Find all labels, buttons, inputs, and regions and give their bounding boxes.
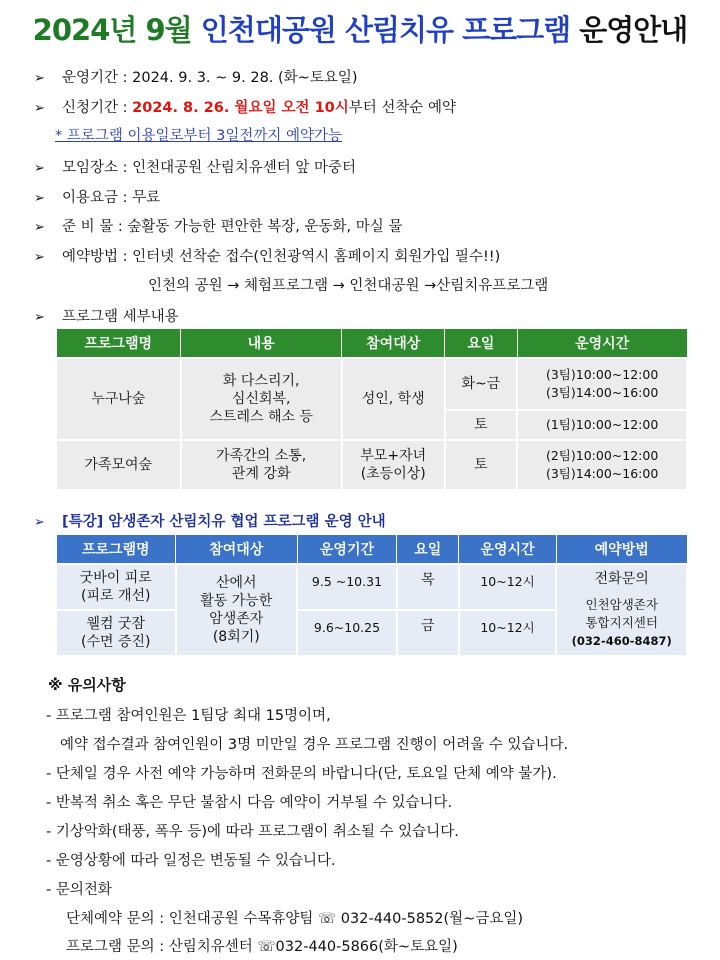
info-fee: ➢ 이용요금 : 무료 xyxy=(34,190,161,206)
arrow-bullet-icon: ➢ xyxy=(34,191,45,206)
program-time: (3팀)10:00~12:00 (3팀)14:00~16:00 xyxy=(517,358,687,410)
program-day: 토 xyxy=(445,440,518,490)
program-name: 웰컴 굿잠 (수면 증진) xyxy=(56,610,176,656)
program-name: 누구나숲 xyxy=(56,358,181,440)
arrow-bullet-icon: ➢ xyxy=(34,515,45,530)
arrow-bullet-icon: ➢ xyxy=(34,71,45,86)
page-title: 2024년 9월 인천대공원 산림치유 프로그램 운영안내 xyxy=(32,13,688,47)
special-lecture-title: ➢ [특강] 암생존자 산림치유 협업 프로그램 운영 안내 xyxy=(34,514,386,530)
contact-group: 단체예약 문의 : 인천대공원 수목휴양팀 ☏ 032-440-5852(월~금요일) xyxy=(66,911,523,927)
program-day: 토 xyxy=(445,410,518,440)
table-header: 참여대상 xyxy=(342,329,445,359)
program-table xyxy=(55,328,688,491)
apply-note: * 프로그램 이용일로부터 3일전까지 예약가능 xyxy=(55,128,343,144)
table-header: 운영기간 xyxy=(297,535,397,565)
caution-line: - 문의전화 xyxy=(46,882,112,898)
arrow-bullet-icon: ➢ xyxy=(34,101,45,116)
info-place: ➢ 모임장소 : 인천대공원 산림치유센터 앞 마중터 xyxy=(34,160,357,176)
caution-line: - 단체일 경우 사전 예약 가능하며 전화문의 바랍니다(단, 토요일 단체 예약 불가). xyxy=(46,766,557,782)
program-time: 10~12시 xyxy=(459,564,557,610)
program-time: (1팀)10:00~12:00 xyxy=(517,410,687,440)
program-content: 화 다스리기, 심신회복, 스트레스 해소 등 xyxy=(181,358,342,440)
program-target: 성인, 학생 xyxy=(342,358,445,440)
program-name: 가족모여숲 xyxy=(56,440,181,490)
caution-line: - 프로그램 참여인원은 1팀당 최대 15명이며, xyxy=(46,708,331,724)
program-period: 9.6~10.25 xyxy=(297,610,397,656)
program-day: 화~금 xyxy=(445,358,518,410)
caution-line: 예약 접수결과 참여인원이 3명 미만일 경우 프로그램 진행이 어려울 수 있습니다. xyxy=(60,737,569,753)
program-name: 굿바이 피로 (피로 개선) xyxy=(56,564,176,610)
program-time: 10~12시 xyxy=(459,610,557,656)
program-day: 목 xyxy=(397,564,459,610)
table-header: 운영시간 xyxy=(459,535,557,565)
arrow-bullet-icon: ➢ xyxy=(34,310,45,325)
table-header: 내용 xyxy=(181,329,342,359)
info-method: ➢ 예약방법 : 인터넷 선착순 접수(인천광역시 홈페이지 회원가입 필수!!) xyxy=(34,249,501,265)
arrow-bullet-icon: ➢ xyxy=(34,220,45,235)
program-time: (2팀)10:00~12:00 (3팀)14:00~16:00 xyxy=(517,440,687,490)
arrow-bullet-icon: ➢ xyxy=(34,161,45,176)
table-header: 프로그램명 xyxy=(56,329,181,359)
caution-title: ※ 유의사항 xyxy=(48,676,126,694)
info-apply: ➢ 신청기간 : 2024. 8. 26. 월요일 오전 10시부터 선착순 예약 xyxy=(34,100,457,116)
special-program-table xyxy=(55,534,688,657)
table-header: 운영시간 xyxy=(517,329,687,359)
arrow-bullet-icon: ➢ xyxy=(34,250,45,265)
caution-line: - 운영상황에 따라 일정은 변동될 수 있습니다. xyxy=(46,853,336,869)
info-supplies: ➢ 준 비 물 : 숲활동 가능한 편안한 복장, 운동화, 마실 물 xyxy=(34,219,403,235)
method-path: 인천의 공원 → 체험프로그램 → 인천대공원 →산림치유프로그램 xyxy=(148,278,549,294)
table-header: 참여대상 xyxy=(176,535,298,565)
caution-line: - 반복적 취소 혹은 무단 불참시 다음 예약이 거부될 수 있습니다. xyxy=(46,795,453,811)
table-header: 프로그램명 xyxy=(56,535,176,565)
info-period: ➢ 운영기간 : 2024. 9. 3. ~ 9. 28. (화~토요일) xyxy=(34,70,358,86)
program-day: 금 xyxy=(397,610,459,656)
table-header: 요일 xyxy=(445,329,518,359)
contact-program: 프로그램 문의 : 산림치유센터 ☏032-440-5866(화~토요일) xyxy=(66,939,458,955)
program-content: 가족간의 소통, 관계 강화 xyxy=(181,440,342,490)
info-details: ➢ 프로그램 세부내용 xyxy=(34,309,179,325)
caution-line: - 기상악화(태풍, 폭우 등)에 따라 프로그램이 취소될 수 있습니다. xyxy=(46,824,459,840)
table-header: 요일 xyxy=(397,535,459,565)
reserve-method: 전화문의 인천암생존자 통합지지센터 (032-460-8487) xyxy=(556,564,687,656)
table-header: 예약방법 xyxy=(556,535,687,565)
program-period: 9.5 ~10.31 xyxy=(297,564,397,610)
program-target: 산에서 활동 가능한 암생존자 (8회기) xyxy=(176,564,298,656)
program-target: 부모+자녀 (초등이상) xyxy=(342,440,445,490)
